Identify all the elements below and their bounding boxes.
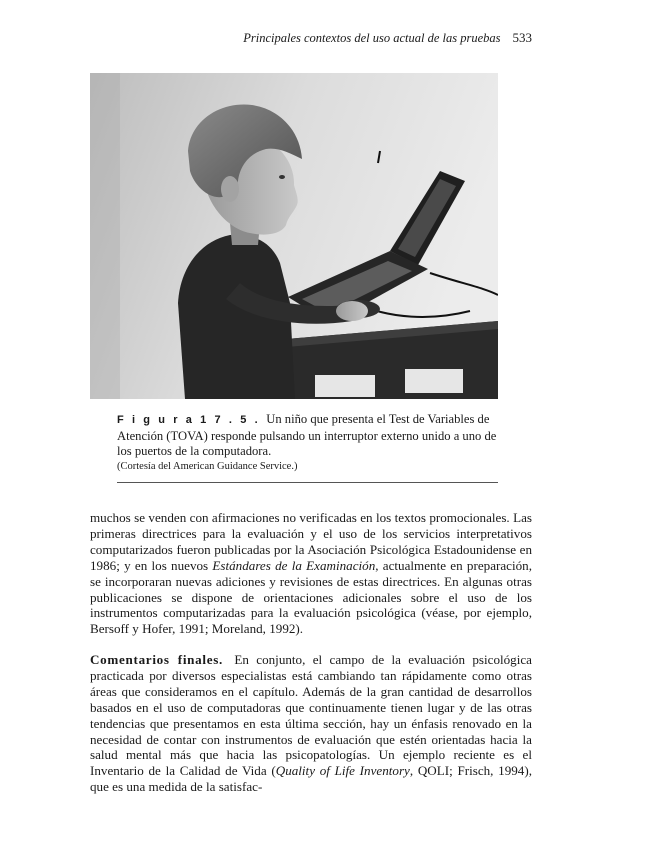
caption-text: Un niño que presenta el Test de Variables de Atención (TOVA) responde pulsando un interruptor externo unido a uno de los puertos de la computadora. <box>117 412 497 458</box>
standards-title: Estándares de la Examinación <box>212 557 376 573</box>
figure-label: F i g u r a 1 7 . 5 . <box>117 414 261 426</box>
figure-credit: (Cortesía del American Guidance Service.) <box>117 461 298 472</box>
running-head <box>200 30 532 46</box>
caption-rule <box>117 482 498 483</box>
page-number: 533 <box>512 30 532 45</box>
p2-text-a: En conjunto, el campo de la evaluación psicológica practicada por diversos especialistas está cambiando tan rápidamente como otras áreas que consideramos en el capítulo. Además de la gran cantidad de desarrollos basados en el uso de computadoras que continuamente tienen lugar y de las otras tendencias que presentamos en esta última sección, hay un énfasis renovado en la necesidad de contar con instrumentos de evaluación que estén orientadas hacia la salud mental más que hacia las psicopatologías. Un ejemplo reciente es el Inventario de la Calidad de Vida ( <box>90 652 532 779</box>
p2-text-b: , QOLI; Frisch, 1994), que es una medida de la satisfac- <box>90 763 532 795</box>
child-at-laptop-illustration <box>90 73 498 399</box>
running-title: Principales contextos del uso actual de las pruebas <box>243 31 501 45</box>
figure-photo <box>90 73 498 399</box>
p1-text-b: , actualmente en preparación, se incorporaran nuevas adiciones y revisiones de estas directrices. En algunas otras publicaciones se dispone de orientaciones adicionales sobre el uso de los instrumentos computarizadas para la evaluación psicológica (véase, por ejemplo, Bersoff y Hofer, 1991; Moreland, 1992). <box>90 557 532 637</box>
section-heading: Comentarios finales. <box>90 652 224 667</box>
paragraph-2 <box>90 652 532 795</box>
figure-caption <box>117 412 498 460</box>
qoli-title: Quality of Life Inventory <box>275 763 410 779</box>
paragraph-1 <box>90 510 532 637</box>
p1-text-a: muchos se venden con afirmaciones no verificadas en los textos promocionales. Las primeras directrices para la evaluación y el uso de los servicios interpretativos computarizados fueron publicadas por la Asociación Psicológica Estadounidense en 1986; y en los nuevos <box>90 510 532 573</box>
